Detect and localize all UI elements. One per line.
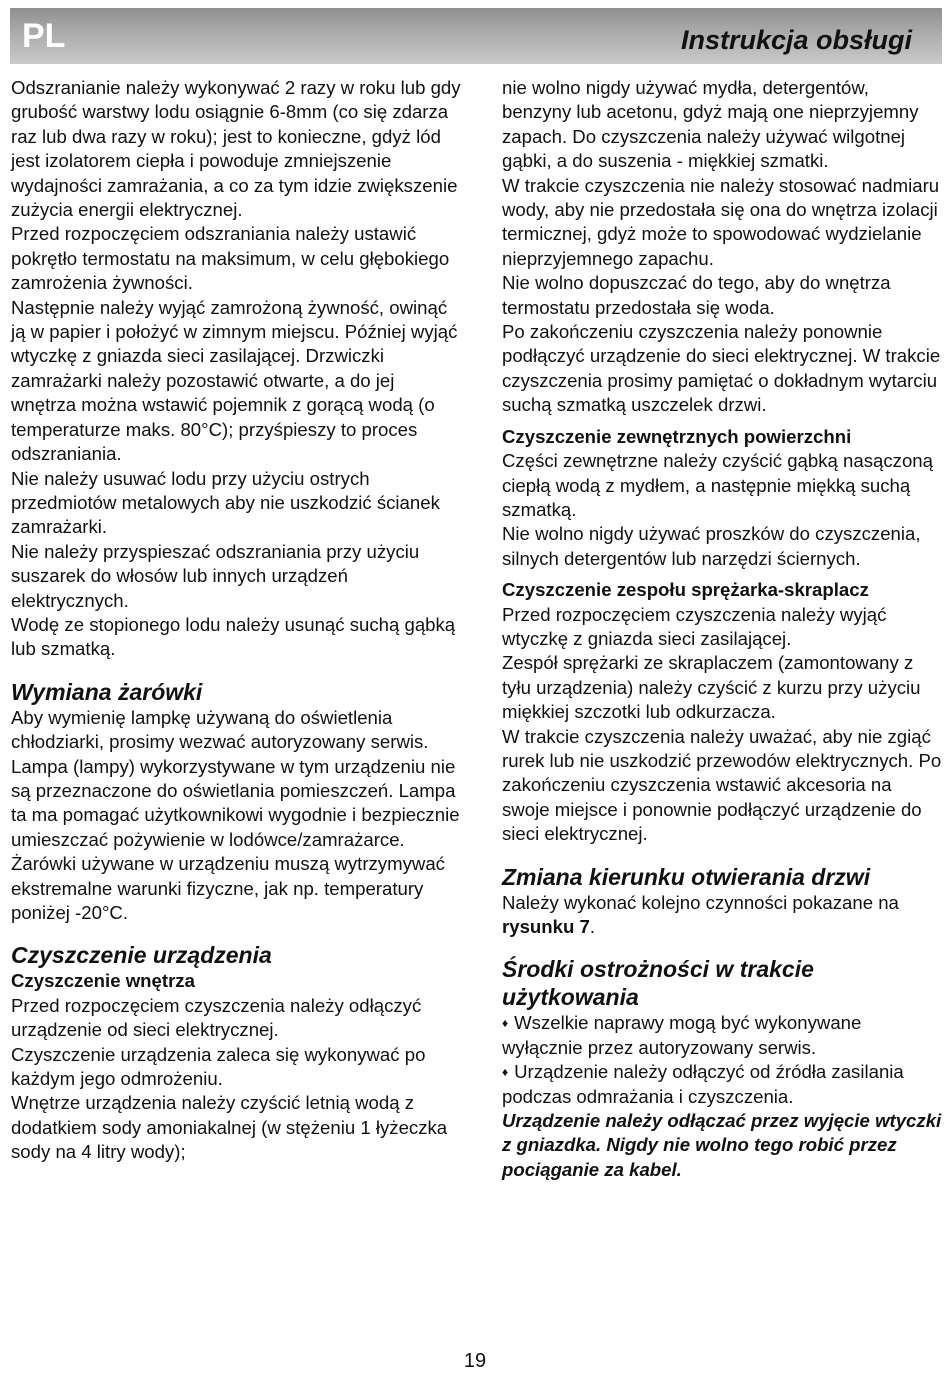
paragraph: Nie wolno dopuszczać do tego, aby do wnętrza termostatu przedostała się woda. — [502, 272, 891, 318]
paragraph: Następnie należy wyjąć zamrożoną żywność, owinąć ją w papier i położyć w zimnym miejscu. Później wyjąć wtyczkę z gniazda sieci zasilającej. Drzwiczki zamrażarki należy pozostawić otwarte, a do jej wnętrza można wstawić pojemnik z gorącą wodą (o temperaturze maks. 80°C); przyśpieszy to proces odszraniania. — [11, 296, 458, 465]
paragraph: Żarówki używane w urządzeniu muszą wytrzymywać ekstremalne warunki fizyczne, jak np. temperatury poniżej -20°C. — [11, 853, 445, 923]
section-heading-cleaning: Czyszczenie urządzenia — [11, 942, 272, 969]
paragraph: Przed rozpoczęciem odszraniania należy ustawić pokrętło termostatu na maksimum, w celu głębokiego zamrożenia żywności. — [11, 223, 450, 294]
manual-title: Instrukcja obsługi — [680, 25, 912, 55]
safety-warning: Urządzenie należy odłączać przez wyjęcie wtyczki z gniazdka. Nigdy nie wolno tego robić przez pociąganie za kabel. — [502, 1110, 942, 1180]
paragraph: nie wolno nigdy używać mydła, detergentów, benzyny lub acetonu, gdyż mają one nieprzyjemny zapach. Do czyszczenia należy używać wilgotnej gąbki, a do suszenia - miękkiej szmatki. — [502, 77, 919, 172]
paragraph: Po zakończeniu czyszczenia należy ponownie podłączyć urządzenie do sieci elektrycznej. W trakcie czyszczenia prosimy pamiętać o dokładnym wytarciu suchą szmatką uszczelek drzwi. — [502, 321, 941, 416]
list-item-text: Urządzenie należy odłączyć od źródła zasilania podczas odmrażania i czyszczenia. — [502, 1061, 904, 1107]
subheading-compressor: Czyszczenie zespołu sprężarka-skraplacz — [502, 579, 869, 601]
subheading-interior: Czyszczenie wnętrza — [11, 970, 195, 992]
door-paragraph — [502, 891, 942, 940]
paragraph: Odszranianie należy wykonywać 2 razy w roku lub gdy grubość warstwy lodu osiągnie 6-8mm (co się zdarza raz lub dwa razy w roku); jest to konieczne, gdyż lód jest izolatorem ciepła i powoduje zmniejszenie wydajności zamrażania, a co za tym idzie zwiększenie zużycia energii elektrycznej. — [11, 77, 461, 221]
paragraph: Części zewnętrzne należy czyścić gąbką nasączoną ciepłą wodą z mydłem, a następnie miękką suchą szmatką. — [502, 450, 933, 520]
paragraph: Nie należy usuwać lodu przy użyciu ostrych przedmiotów metalowych aby nie uszkodzić ścianek zamrażarki. — [11, 467, 440, 538]
bulb-section — [11, 706, 461, 926]
door-text: Należy wykonać kolejno czynności pokazane na — [502, 891, 899, 913]
right-column — [502, 76, 942, 1182]
paragraph: Nie należy przyspieszać odszraniania przy użyciu suszarek do włosów lub innych urządzeń elektrycznych. — [11, 540, 420, 611]
paragraph: Wnętrze urządzenia należy czyścić letnią wodą z dodatkiem sody amoniakalnej (w stężeniu 1 łyżeczka sody na 4 litry wody); — [11, 1092, 448, 1163]
list-item-text: Wszelkie naprawy mogą być wykonywane wyłącznie przez autoryzowany serwis. — [502, 1012, 862, 1058]
bullet-icon: ♦ — [502, 1065, 509, 1080]
paragraph: Nie wolno nigdy używać proszków do czyszczenia, silnych detergentów lub narzędzi ściernych. — [502, 523, 921, 569]
compressor-section — [502, 603, 942, 847]
defrost-section — [11, 76, 461, 662]
paragraph: Aby wymienię lampkę używaną do oświetlenia chłodziarki, prosimy wezwać autoryzowany serwis. — [11, 706, 429, 753]
door-text-end: . — [589, 916, 596, 937]
paragraph: Zespół sprężarki ze skraplaczem (zamontowany z tyłu urządzenia) należy czyścić z kurzu przy użyciu miękkiej szczotki lub odkurzacza. — [502, 652, 921, 723]
paragraph: W trakcie czyszczenia nie należy stosować nadmiaru wody, aby nie przedostała się ona do wnętrza izolacji termicznej, gdyż może to spowodować wydzielanie nieprzyjemnego zapachu. — [502, 174, 940, 269]
left-column — [11, 76, 461, 1165]
paragraph: Lampa (lampy) wykorzystywane w tym urządzeniu nie są przeznaczone do oświetlania pomieszczeń. Lampa ta ma pomagać użytkownikowi wygodnie i bezpiecznie umieszczać pożywienie w lodówce/zamrażarce. — [11, 755, 460, 850]
paragraph: W trakcie czyszczenia należy uważać, aby nie zgiąć rurek lub nie uszkodzić przewodów elektrycznych. Po zakończeniu czyszczenia wstawić akcesoria na swoje miejsce i ponownie podłączyć urządzenie do sieci elektrycznej. — [502, 725, 942, 845]
bullet-icon: ♦ — [502, 1016, 509, 1031]
list-item — [502, 1011, 942, 1060]
exterior-section — [502, 449, 942, 571]
page-number: 19 — [463, 1350, 487, 1372]
paragraph: Przed rozpoczęciem czyszczenia należy wyjąć wtyczkę z gniazda sieci zasilającej. — [502, 603, 887, 649]
paragraph: Wodę ze stopionego lodu należy usunąć suchą gąbką lub szmatką. — [11, 613, 456, 660]
section-heading-door: Zmiana kierunku otwierania drzwi — [502, 863, 871, 890]
safety-section — [502, 1011, 942, 1182]
list-item — [502, 1060, 942, 1109]
paragraph: Przed rozpoczęciem czyszczenia należy odłączyć urządzenie od sieci elektrycznej. — [11, 994, 422, 1041]
section-heading-bulb: Wymiana żarówki — [11, 678, 203, 705]
page-header — [10, 8, 942, 64]
section-heading-safety: Środki ostrożności w trakcie użytkowania — [502, 956, 814, 1011]
figure-reference: rysunku 7 — [502, 916, 590, 937]
paragraph: Czyszczenie urządzenia zaleca się wykonywać po każdym jego odmrożeniu. — [11, 1043, 426, 1090]
interior-section — [11, 994, 461, 1165]
language-code: PL — [22, 17, 66, 55]
interior-continued-section — [502, 76, 942, 418]
subheading-exterior: Czyszczenie zewnętrznych powierzchni — [502, 425, 852, 447]
